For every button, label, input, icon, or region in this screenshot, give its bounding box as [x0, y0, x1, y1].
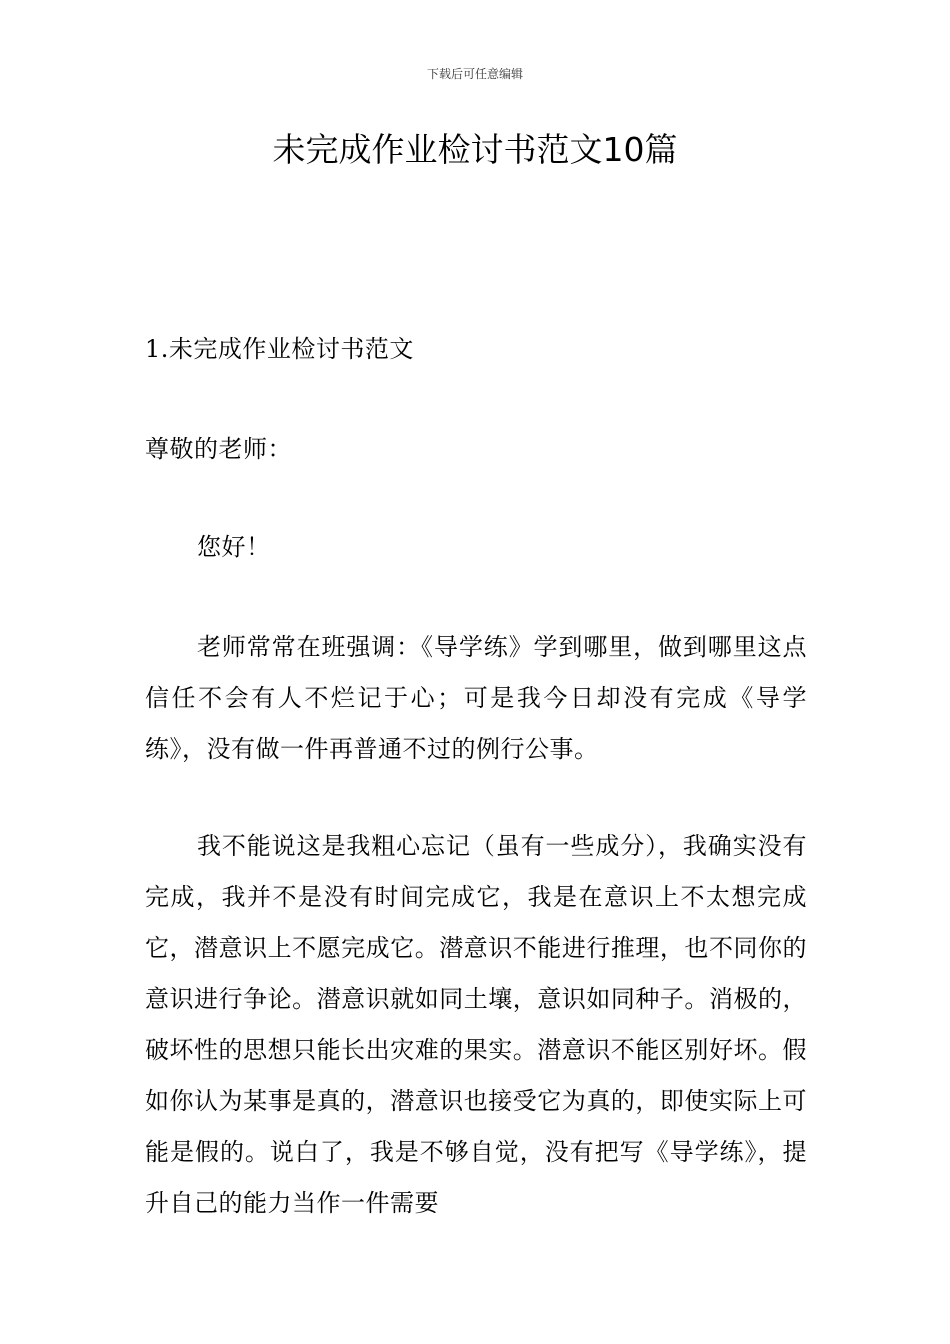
header-note: 下载后可任意编辑: [426, 67, 523, 81]
section-heading: 1.未完成作业检讨书范文: [145, 335, 414, 363]
body-paragraph: 我不能说这是我粗心忘记（虽有一些成分），我确实没有完成，我并不是没有时间完成它，我是在意识上不太想完成它，潜意识上不愿完成它。潜意识不能进行推理，也不同你的意识进行争论。潜意识就如同土壤，意识如同种子。消极的，破坏性的思想只能长出灾难的果实。潜意识不能区别好坏。假如你认为某事是真的，潜意识也接受它为真的，即使实际上可能是假的。说白了，我是不够自觉，没有把写《导学练》，提升自己的能力当作一件需要: [145, 832, 807, 1217]
document-title: 未完成作业检讨书范文10篇: [272, 130, 678, 169]
body-paragraph: 老师常常在班强调：《导学练》学到哪里，做到哪里这点信任不会有人不烂记于心；可是我今日却没有完成《导学练》，没有做一件再普通不过的例行公事。: [145, 633, 807, 763]
salutation: 尊敬的老师：: [145, 435, 292, 463]
greeting: 您好！: [197, 533, 271, 561]
